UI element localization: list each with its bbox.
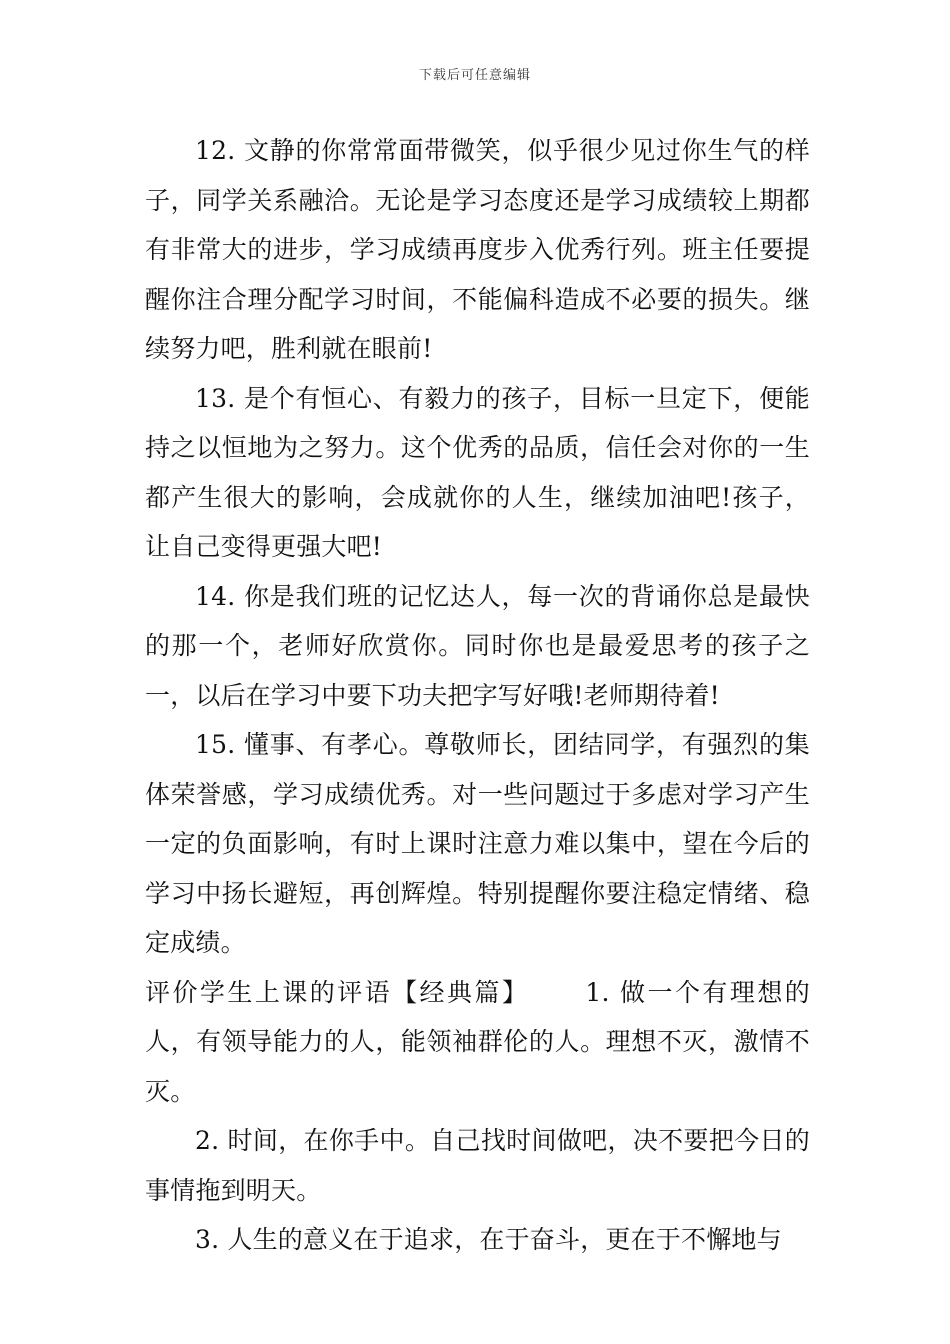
paragraph-15: 15. 懂事、有孝心。尊敬师长，团结同学，有强烈的集体荣誉感，学习成绩优秀。对一些问题过于多虑对学习产生一定的负面影响，有时上课时注意力难以集中，望在今后的学习中扬长避短，再创辉煌。特别提醒你要注稳定情绪、稳定成绩。	[145, 730, 810, 957]
item-2: 2. 时间，在你手中。自己找时间做吧，决不要把今日的事情拖到明天。	[145, 1126, 810, 1205]
paragraph-12: 12. 文静的你常常面带微笑，似乎很少见过你生气的样子，同学关系融洽。无论是学习态度还是学习成绩较上期都有非常大的进步，学习成绩再度步入优秀行列。班主任要提醒你注合理分配学习时间，不能偏科造成不必要的损失。继续努力吧，胜利就在眼前!	[145, 136, 810, 363]
item-1: 1. 做一个有理想的人，有领导能力的人，能领袖群伦的人。理想不灭，激情不灭。	[145, 977, 810, 1106]
item-3: 3. 人生的意义在于追求，在于奋斗，更在于不懈地与	[195, 1225, 782, 1254]
section-paragraph	[145, 968, 810, 1117]
paragraph-14: 14. 你是我们班的记忆达人，每一次的背诵你总是最快的那一个，老师好欣赏你。同时你也是最爱思考的孩子之一，以后在学习中要下功夫把字写好哦!老师期待着!	[145, 581, 810, 710]
document-body	[145, 126, 810, 1265]
section-heading: 评价学生上课的评语【经典篇】	[145, 977, 530, 1007]
paragraph-13: 13. 是个有恒心、有毅力的孩子，目标一旦定下，便能持之以恒地为之努力。这个优秀的品质，信任会对你的一生都产生很大的影响，会成就你的人生，继续加油吧!孩子，让自己变得更强大吧!	[145, 383, 810, 561]
page-header: 下载后可任意编辑	[418, 68, 531, 83]
